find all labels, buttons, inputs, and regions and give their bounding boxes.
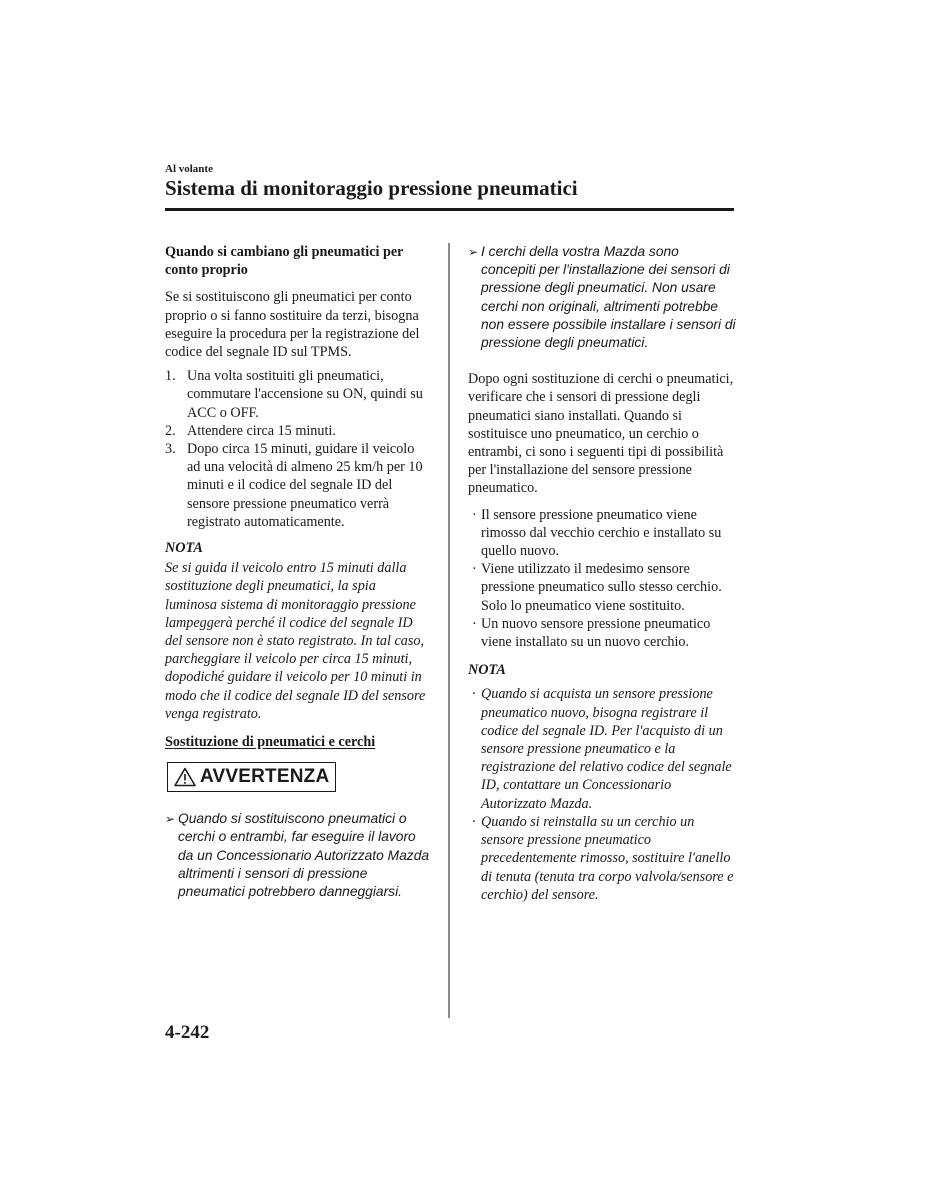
- section-label: Al volante: [165, 163, 213, 175]
- list-item: [468, 560, 736, 615]
- arrow-bullet-icon: ➢: [468, 245, 479, 259]
- note-bullet-text: Quando si acquista un sensore pressione pneumatico nuovo, bisogna registrare il codice del segnale ID. Per l'acquisto di un sensore pressione pneumatico e la registrazione del relativo codice del segnale ID, contattare un Concessionario Autorizzato Mazda.: [481, 686, 732, 812]
- note-title: NOTA: [468, 662, 506, 679]
- intro-paragraph: Se si sostituiscono gli pneumatici per conto proprio o si fanno sostituire da terzi, bisogna eseguire la procedura per la registrazione del codice del segnale ID sul TPMS.: [165, 289, 420, 361]
- list-item: [468, 685, 736, 812]
- subheading: Quando si cambiano gli pneumatici per conto proprio: [165, 244, 404, 279]
- intro-paragraph: Dopo ogni sostituzione di cerchi o pneumatici, verificare che i sensori di pressione degli pneumatici siano installati. Quando si sostituisce uno pneumatico, un cerchio o entrambi, ci sono i seguenti tipi di possibilità per l'installazione del sensore pressione pneumatico.: [468, 371, 734, 497]
- list-item: [468, 813, 736, 904]
- warning-label: AVVERTENZA: [200, 766, 330, 788]
- arrow-bullet-icon: ➢: [165, 812, 176, 827]
- column-divider: [448, 243, 450, 1018]
- bullet-text: Il sensore pressione pneumatico viene rimosso dal vecchio cerchio e installato su quello nuovo.: [481, 506, 722, 560]
- bullet-text: Un nuovo sensore pressione pneumatico viene installato su un nuovo cerchio.: [481, 615, 711, 651]
- note-text: Se si guida il veicolo entro 15 minuti dalla sostituzione degli pneumatici, la spia luminosa sistema di monitoraggio pressione lampeggerà perché il codice del segnale ID del sensore non è stato registrato. In tal caso, parcheggiare il veicolo per circa 15 minuti, dopodiché guidare il veicolo per 10 minuti in modo che il codice del segnale ID del sensore venga registrato.: [165, 560, 426, 722]
- left-column: [165, 243, 430, 901]
- warning-item: [468, 243, 736, 352]
- step-number: 2.: [165, 422, 176, 439]
- title-rule: [165, 208, 734, 211]
- bullet-dot-icon: ·: [472, 615, 477, 632]
- bullet-dot-icon: ·: [472, 561, 477, 578]
- bullet-dot-icon: ·: [472, 506, 477, 523]
- warning-triangle-icon: [174, 767, 196, 787]
- bullet-dot-icon: ·: [472, 686, 476, 703]
- note-bullet-text: Quando si reinstalla su un cerchio un sensore pressione pneumatico precedentemente rimosso, sostituire l'anello di tenuta (tenuta tra corpo valvola/sensore e cerchio) del sensore.: [481, 813, 734, 903]
- step-text: Dopo circa 15 minuti, guidare il veicolo ad una velocità di almeno 25 km/h per 10 minuti e il codice del segnale ID del sensore pressione pneumatico verrà registrato automaticamente.: [187, 441, 423, 530]
- step-number: 1.: [165, 368, 176, 385]
- section-heading: Sostituzione di pneumatici e cerchi: [165, 734, 376, 751]
- list-item: [165, 422, 430, 440]
- warning-text: I cerchi della vostra Mazda sono concepiti per l'installazione dei sensori di pressione degli pneumatici. Non usare cerchi non originali, altrimenti potrebbe non essere possibile installare i sensori di pressione degli pneumatici.: [481, 244, 736, 351]
- list-item: [468, 506, 736, 561]
- list-item: [468, 615, 736, 651]
- list-item: [165, 367, 430, 422]
- bullet-list: [468, 506, 736, 652]
- note-title: NOTA: [165, 540, 203, 557]
- step-text: Una volta sostituiti gli pneumatici, commutare l'accensione su ON, quindi su ACC o OFF.: [187, 368, 423, 421]
- step-number: 3.: [165, 441, 176, 458]
- bullet-dot-icon: ·: [472, 813, 476, 830]
- list-item: [165, 440, 430, 531]
- steps-list: [165, 367, 430, 531]
- warning-text: Quando si sostituiscono pneumatici o cerchi o entrambi, far eseguire il lavoro da un Concessionario Autorizzato Mazda altrimenti i sensori di pressione pneumatici potrebbero danneggiarsi.: [178, 811, 430, 900]
- note-bullet-list: [468, 685, 736, 903]
- warning-box: [167, 762, 336, 792]
- warning-item: [165, 810, 430, 901]
- bullet-text: Viene utilizzato il medesimo sensore pressione pneumatico sullo stesso cerchio. Solo lo pneumatico viene sostituito.: [481, 561, 722, 614]
- right-column: [468, 243, 736, 914]
- chapter-title: Sistema di monitoraggio pressione pneumatici: [165, 176, 578, 200]
- step-text: Attendere circa 15 minuti.: [187, 422, 336, 439]
- page-number: 4-242: [165, 1022, 210, 1043]
